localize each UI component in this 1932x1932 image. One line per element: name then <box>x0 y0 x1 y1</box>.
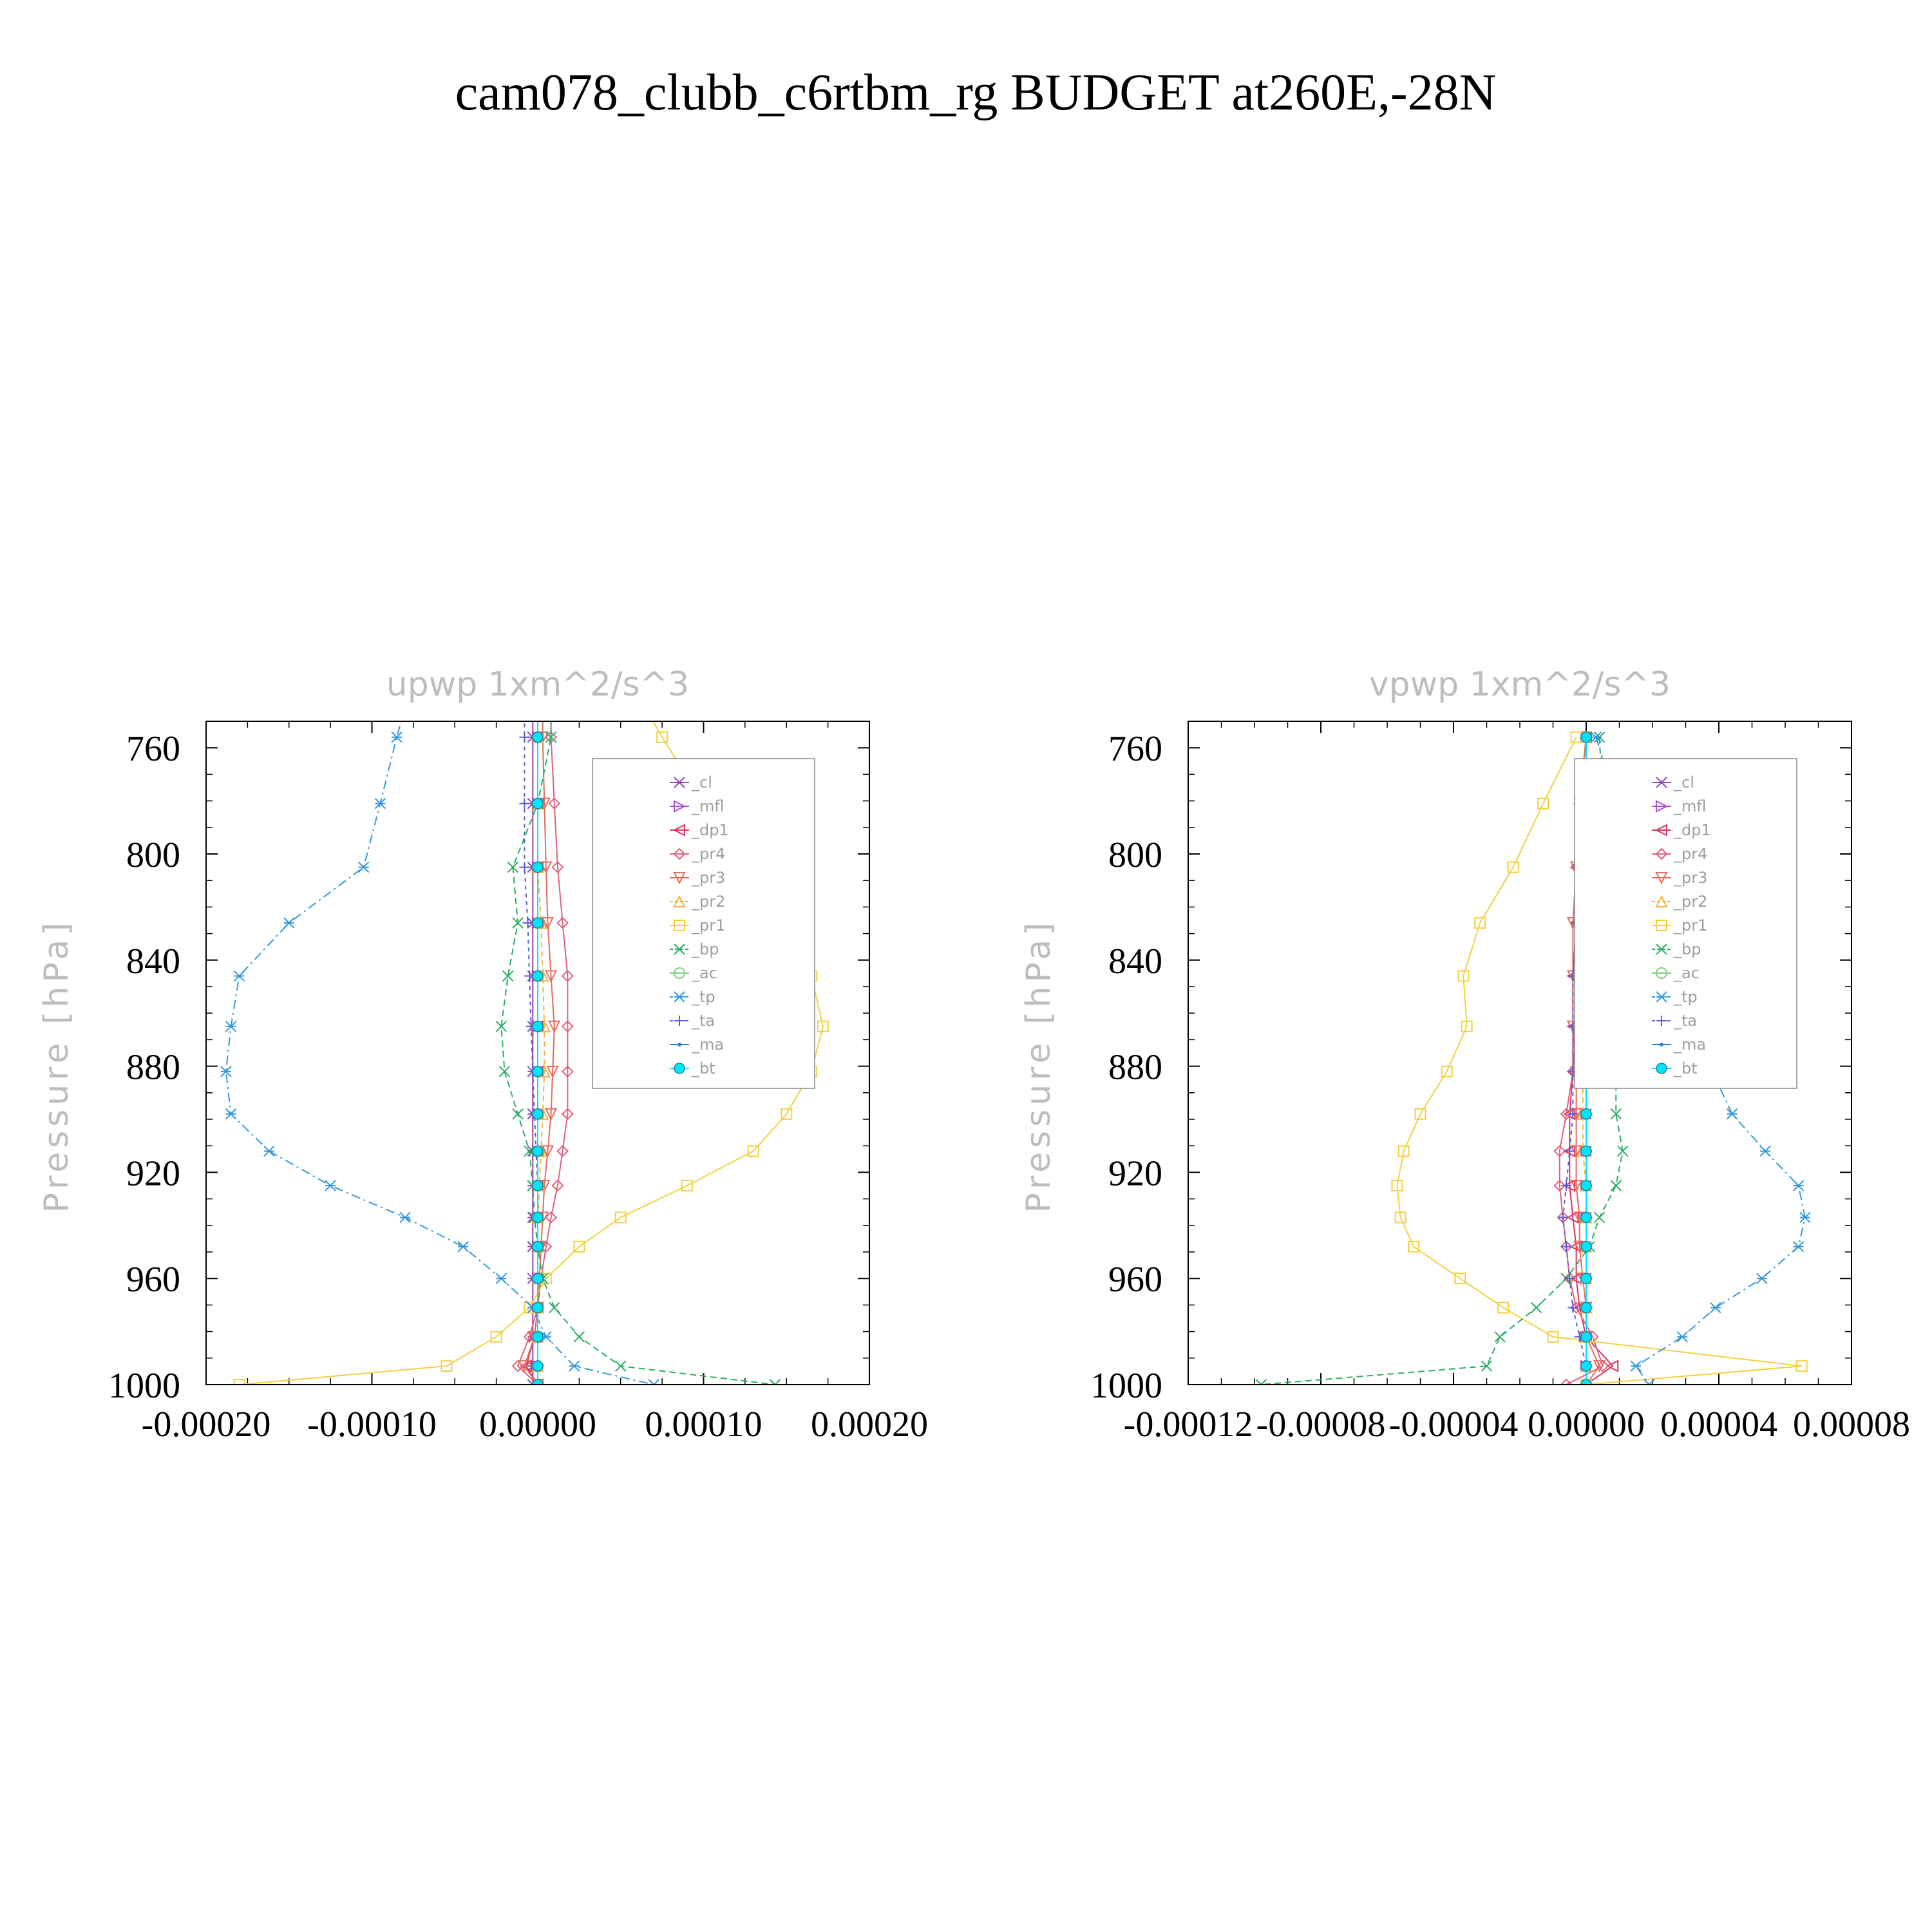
data-point <box>1677 1332 1687 1342</box>
data-point <box>533 1180 543 1191</box>
legend <box>1575 759 1797 1088</box>
legend-label: _bp <box>1674 940 1701 958</box>
legend-label: _bt <box>1674 1059 1698 1077</box>
data-point <box>1800 1212 1810 1222</box>
x-tick-label: 0.00010 <box>645 1405 762 1444</box>
data-point <box>392 732 402 743</box>
y-tick-label: 1000 <box>1090 1366 1162 1406</box>
data-point <box>536 706 540 710</box>
data-point <box>1581 1242 1591 1252</box>
data-point <box>533 1212 543 1222</box>
data-point <box>546 703 556 713</box>
legend-label: _pr1 <box>692 916 726 934</box>
y-tick-label: 960 <box>126 1260 180 1300</box>
y-tick-label: 800 <box>126 835 180 875</box>
legend-marker <box>677 1043 681 1046</box>
y-tick-label: 920 <box>126 1153 180 1194</box>
data-point <box>533 1303 543 1313</box>
legend-label: _pr2 <box>1674 893 1708 911</box>
legend-label: _ma <box>1674 1036 1707 1054</box>
data-point <box>640 703 650 713</box>
legend-label: _ma <box>692 1036 724 1054</box>
legend-label: _tp <box>692 988 715 1006</box>
legend-label: _ta <box>1674 1012 1698 1030</box>
legend-label: _mfl <box>1674 797 1707 815</box>
data-point <box>523 918 533 928</box>
data-point <box>533 1021 543 1032</box>
data-point <box>513 1109 523 1119</box>
data-point <box>533 1361 543 1371</box>
y-tick-label: 760 <box>1108 729 1162 770</box>
legend-label: _pr1 <box>1674 916 1708 934</box>
legend-label: _bp <box>692 940 719 958</box>
data-point <box>533 971 543 981</box>
data-point <box>1581 732 1591 743</box>
series-line_tp <box>226 708 654 1385</box>
upwp-panel <box>37 665 928 1444</box>
data-point <box>519 799 529 809</box>
data-point <box>1581 1109 1591 1119</box>
panel-title: vpwp 1xm^2/s^3 <box>1368 665 1671 704</box>
data-point <box>400 703 410 713</box>
y-tick-label: 880 <box>1108 1047 1162 1088</box>
legend-label: _dp1 <box>1674 821 1711 839</box>
x-tick-label: -0.00010 <box>307 1405 437 1444</box>
y-tick-label: 760 <box>126 729 180 770</box>
data-point <box>569 1361 580 1371</box>
data-point <box>1495 1332 1505 1342</box>
data-point <box>226 1109 236 1119</box>
data-point <box>533 799 543 809</box>
data-point <box>500 1066 510 1077</box>
data-point <box>533 1242 543 1252</box>
data-point <box>1558 1212 1568 1222</box>
data-point <box>1561 1242 1571 1252</box>
legend-label: _tp <box>1674 988 1698 1006</box>
data-point <box>1581 1273 1591 1283</box>
data-point <box>1564 1146 1575 1156</box>
data-point <box>1595 1212 1605 1222</box>
data-point <box>533 1066 543 1077</box>
data-point <box>533 1332 543 1342</box>
x-tick-label: -0.00012 <box>1123 1405 1253 1444</box>
data-point <box>533 732 543 743</box>
y-tick-label: 840 <box>126 941 180 981</box>
x-tick-label: 0.00000 <box>479 1405 596 1444</box>
data-point <box>533 1273 543 1283</box>
legend-label: _dp1 <box>692 821 729 839</box>
y-axis-label: Pressure [hPa] <box>1019 918 1058 1213</box>
legend-marker <box>674 1063 685 1074</box>
data-point <box>1581 1212 1591 1222</box>
data-point <box>1611 1180 1621 1191</box>
legend-label: _cl <box>692 773 712 791</box>
legend-label: _ac <box>692 964 717 982</box>
legend <box>592 759 815 1088</box>
series-line_bp <box>1261 737 1622 1385</box>
legend-marker <box>1656 1063 1667 1074</box>
data-point <box>1564 1273 1575 1283</box>
data-point <box>234 971 245 981</box>
legend-label: _bt <box>692 1059 715 1077</box>
data-point <box>546 703 556 713</box>
data-point <box>1581 1361 1591 1371</box>
data-point <box>1581 1303 1591 1313</box>
data-point <box>1581 1180 1591 1191</box>
data-point <box>1710 1303 1721 1313</box>
data-point <box>1760 1146 1770 1156</box>
data-point <box>533 703 543 713</box>
data-point <box>1531 1303 1542 1313</box>
legend-label: _pr4 <box>692 845 726 863</box>
data-point <box>533 918 543 928</box>
data-point <box>1581 1332 1591 1342</box>
y-tick-label: 920 <box>1108 1153 1162 1194</box>
y-tick-label: 880 <box>126 1047 180 1088</box>
y-axis-label: Pressure [hPa] <box>37 918 76 1213</box>
data-point <box>533 703 543 713</box>
x-tick-label: 0.00020 <box>811 1405 928 1444</box>
data-point <box>458 1242 468 1252</box>
data-point <box>1794 1242 1804 1252</box>
x-tick-label: -0.00004 <box>1388 1405 1519 1444</box>
data-point <box>519 703 529 713</box>
data-point <box>574 1332 584 1342</box>
data-point <box>1794 1180 1804 1191</box>
data-point <box>1567 1303 1578 1313</box>
legend-label: _pr3 <box>692 869 726 887</box>
data-point <box>496 1273 506 1283</box>
figure-title: cam078_clubb_c6rtbm_rg BUDGET at260E,-28N <box>455 64 1497 121</box>
legend-label: _ac <box>1674 964 1700 982</box>
x-tick-label: -0.00020 <box>141 1405 271 1444</box>
data-point <box>533 703 543 713</box>
data-point <box>527 703 538 713</box>
data-point <box>1727 1109 1738 1119</box>
legend-label: _pr2 <box>692 893 726 911</box>
legend-label: _ta <box>692 1012 715 1030</box>
data-point <box>538 703 548 713</box>
data-point <box>359 862 369 873</box>
y-tick-label: 800 <box>1108 835 1162 875</box>
x-tick-label: 0.00004 <box>1660 1405 1777 1444</box>
data-point <box>549 1303 560 1313</box>
y-tick-label: 960 <box>1108 1260 1162 1300</box>
data-point <box>1631 1361 1641 1371</box>
legend-label: _cl <box>1674 773 1694 791</box>
data-point <box>325 1180 336 1191</box>
data-point <box>533 862 543 873</box>
legend-label: _mfl <box>692 797 724 815</box>
data-point <box>1757 1273 1767 1283</box>
data-point <box>533 1146 543 1156</box>
x-tick-label: 0.00008 <box>1793 1405 1910 1444</box>
data-point <box>264 1146 274 1156</box>
data-point <box>519 732 529 743</box>
data-point <box>400 1212 410 1222</box>
data-point <box>1581 1146 1591 1156</box>
data-point <box>519 862 529 873</box>
data-point <box>375 799 385 809</box>
x-tick-label: 0.00000 <box>1528 1405 1645 1444</box>
data-point <box>533 703 543 713</box>
legend-label: _pr3 <box>1674 869 1708 887</box>
y-tick-label: 840 <box>1108 941 1162 981</box>
data-point <box>533 1109 543 1119</box>
data-point <box>533 703 543 713</box>
legend-marker <box>1660 1043 1663 1046</box>
y-tick-label: 1000 <box>108 1366 180 1406</box>
data-point <box>284 918 294 928</box>
legend-label: _pr4 <box>1674 845 1708 863</box>
vpwp-panel <box>1019 665 1910 1444</box>
panel-title: upwp 1xm^2/s^3 <box>386 665 690 704</box>
x-tick-label: -0.00008 <box>1256 1405 1386 1444</box>
